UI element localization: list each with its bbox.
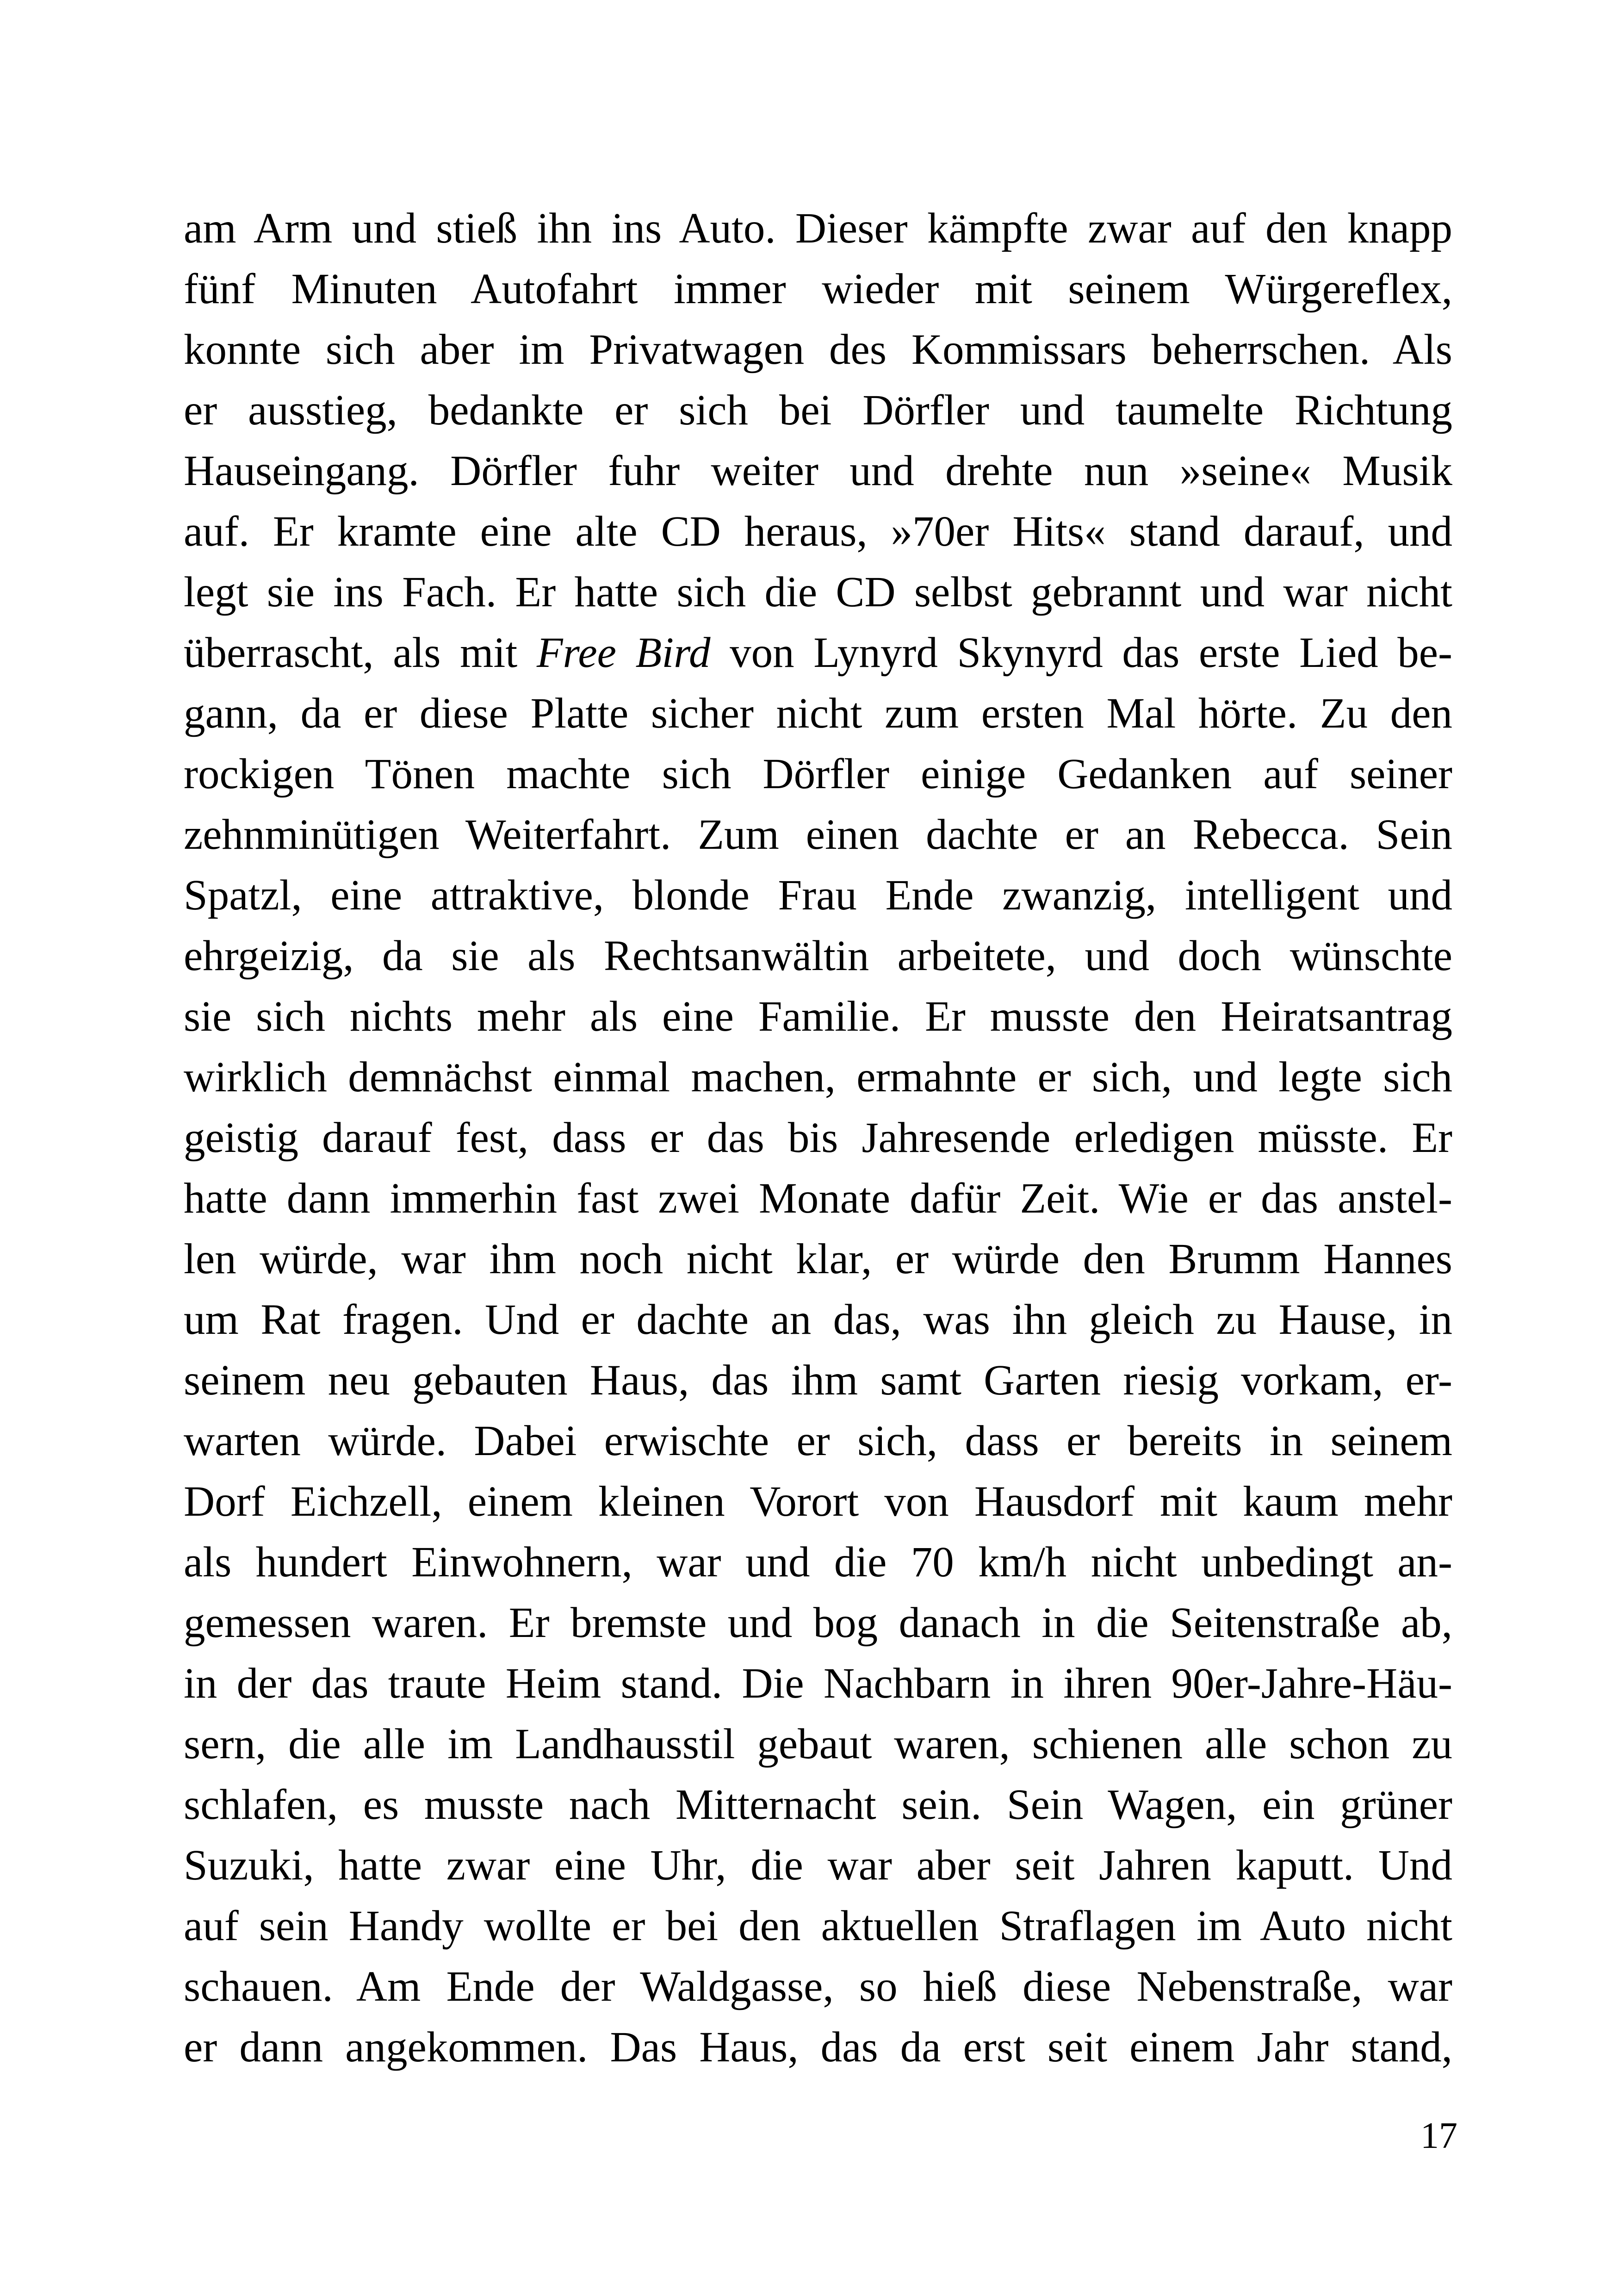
song-title-italic: Free Bird: [536, 629, 711, 677]
text-line: geistig darauf fest, dass er das bis Jahresende erledigen müsste. Er: [184, 1114, 1452, 1162]
text-line: hatte dann immerhin fast zwei Monate dafür Zeit. Wie er das anstel-: [184, 1175, 1452, 1222]
text-line: um Rat fragen. Und er dachte an das, was ihn gleich zu Hause, in: [184, 1296, 1452, 1344]
text-line: er dann angekommen. Das Haus, das da erst seit einem Jahr stand,: [184, 2023, 1452, 2071]
text-line: sern, die alle im Landhausstil gebaut waren, schienen alle schon zu: [184, 1720, 1452, 1768]
text-line: Spatzl, eine attraktive, blonde Frau Ende zwanzig, intelligent und: [184, 871, 1452, 919]
page-number: 17: [1420, 2116, 1457, 2156]
text-line: len würde, war ihm noch nicht klar, er würde den Brumm Hannes: [184, 1235, 1452, 1283]
text-line: Suzuki, hatte zwar eine Uhr, die war aber seit Jahren kaputt. Und: [184, 1842, 1452, 1889]
text-line: schlafen, es musste nach Mitternacht sein. Sein Wagen, ein grüner: [184, 1781, 1452, 1829]
text-line: warten würde. Dabei erwischte er sich, dass er bereits in seinem: [184, 1417, 1452, 1465]
text-line-with-italic: [184, 622, 1452, 683]
text-line: wirklich demnächst einmal machen, ermahnte er sich, und legte sich: [184, 1053, 1452, 1101]
text-fragment: überrascht, als mit: [184, 629, 537, 677]
text-line: schauen. Am Ende der Waldgasse, so hieß diese Nebenstraße, war: [184, 1963, 1452, 2010]
text-line: in der das traute Heim stand. Die Nachbarn in ihren 90er-Jahre-Häu-: [184, 1660, 1452, 1707]
text-line: seinem neu gebauten Haus, das ihm samt Garten riesig vorkam, er-: [184, 1356, 1452, 1404]
text-line: fünf Minuten Autofahrt immer wieder mit seinem Würgereflex,: [184, 265, 1452, 313]
body-text: [184, 198, 1452, 2078]
text-line: sie sich nichts mehr als eine Familie. Er musste den Heiratsantrag: [184, 993, 1452, 1040]
text-line: am Arm und stieß ihn ins Auto. Dieser kämpfte zwar auf den knapp: [184, 205, 1452, 252]
text-line: gemessen waren. Er bremste und bog danach in die Seitenstraße ab,: [184, 1599, 1452, 1647]
text-line: ehrgeizig, da sie als Rechtsanwältin arbeitete, und doch wünschte: [184, 932, 1452, 980]
text-line: legt sie ins Fach. Er hatte sich die CD selbst gebrannt und war nicht: [184, 568, 1452, 616]
text-line: zehnminütigen Weiterfahrt. Zum einen dachte er an Rebecca. Sein: [184, 811, 1452, 859]
text-line: als hundert Einwohnern, war und die 70 km/h nicht unbedingt an-: [184, 1538, 1452, 1586]
text-line: auf. Er kramte eine alte CD heraus, »70er Hits« stand darauf, und: [184, 508, 1452, 555]
text-line: konnte sich aber im Privatwagen des Kommissars beherrschen. Als: [184, 326, 1452, 373]
text-line: er ausstieg, bedankte er sich bei Dörfler und taumelte Richtung: [184, 386, 1452, 434]
text-line: rockigen Tönen machte sich Dörfler einige Gedanken auf seiner: [184, 750, 1452, 798]
text-line: Hauseingang. Dörfler fuhr weiter und drehte nun »seine« Musik: [184, 447, 1452, 495]
text-line: auf sein Handy wollte er bei den aktuellen Straflagen im Auto nicht: [184, 1902, 1452, 1950]
text-line: gann, da er diese Platte sicher nicht zum ersten Mal hörte. Zu den: [184, 690, 1452, 737]
text-fragment: von Lynyrd Skynyrd das erste Lied be-: [710, 629, 1452, 677]
text-line: Dorf Eichzell, einem kleinen Vorort von Hausdorf mit kaum mehr: [184, 1478, 1452, 1525]
